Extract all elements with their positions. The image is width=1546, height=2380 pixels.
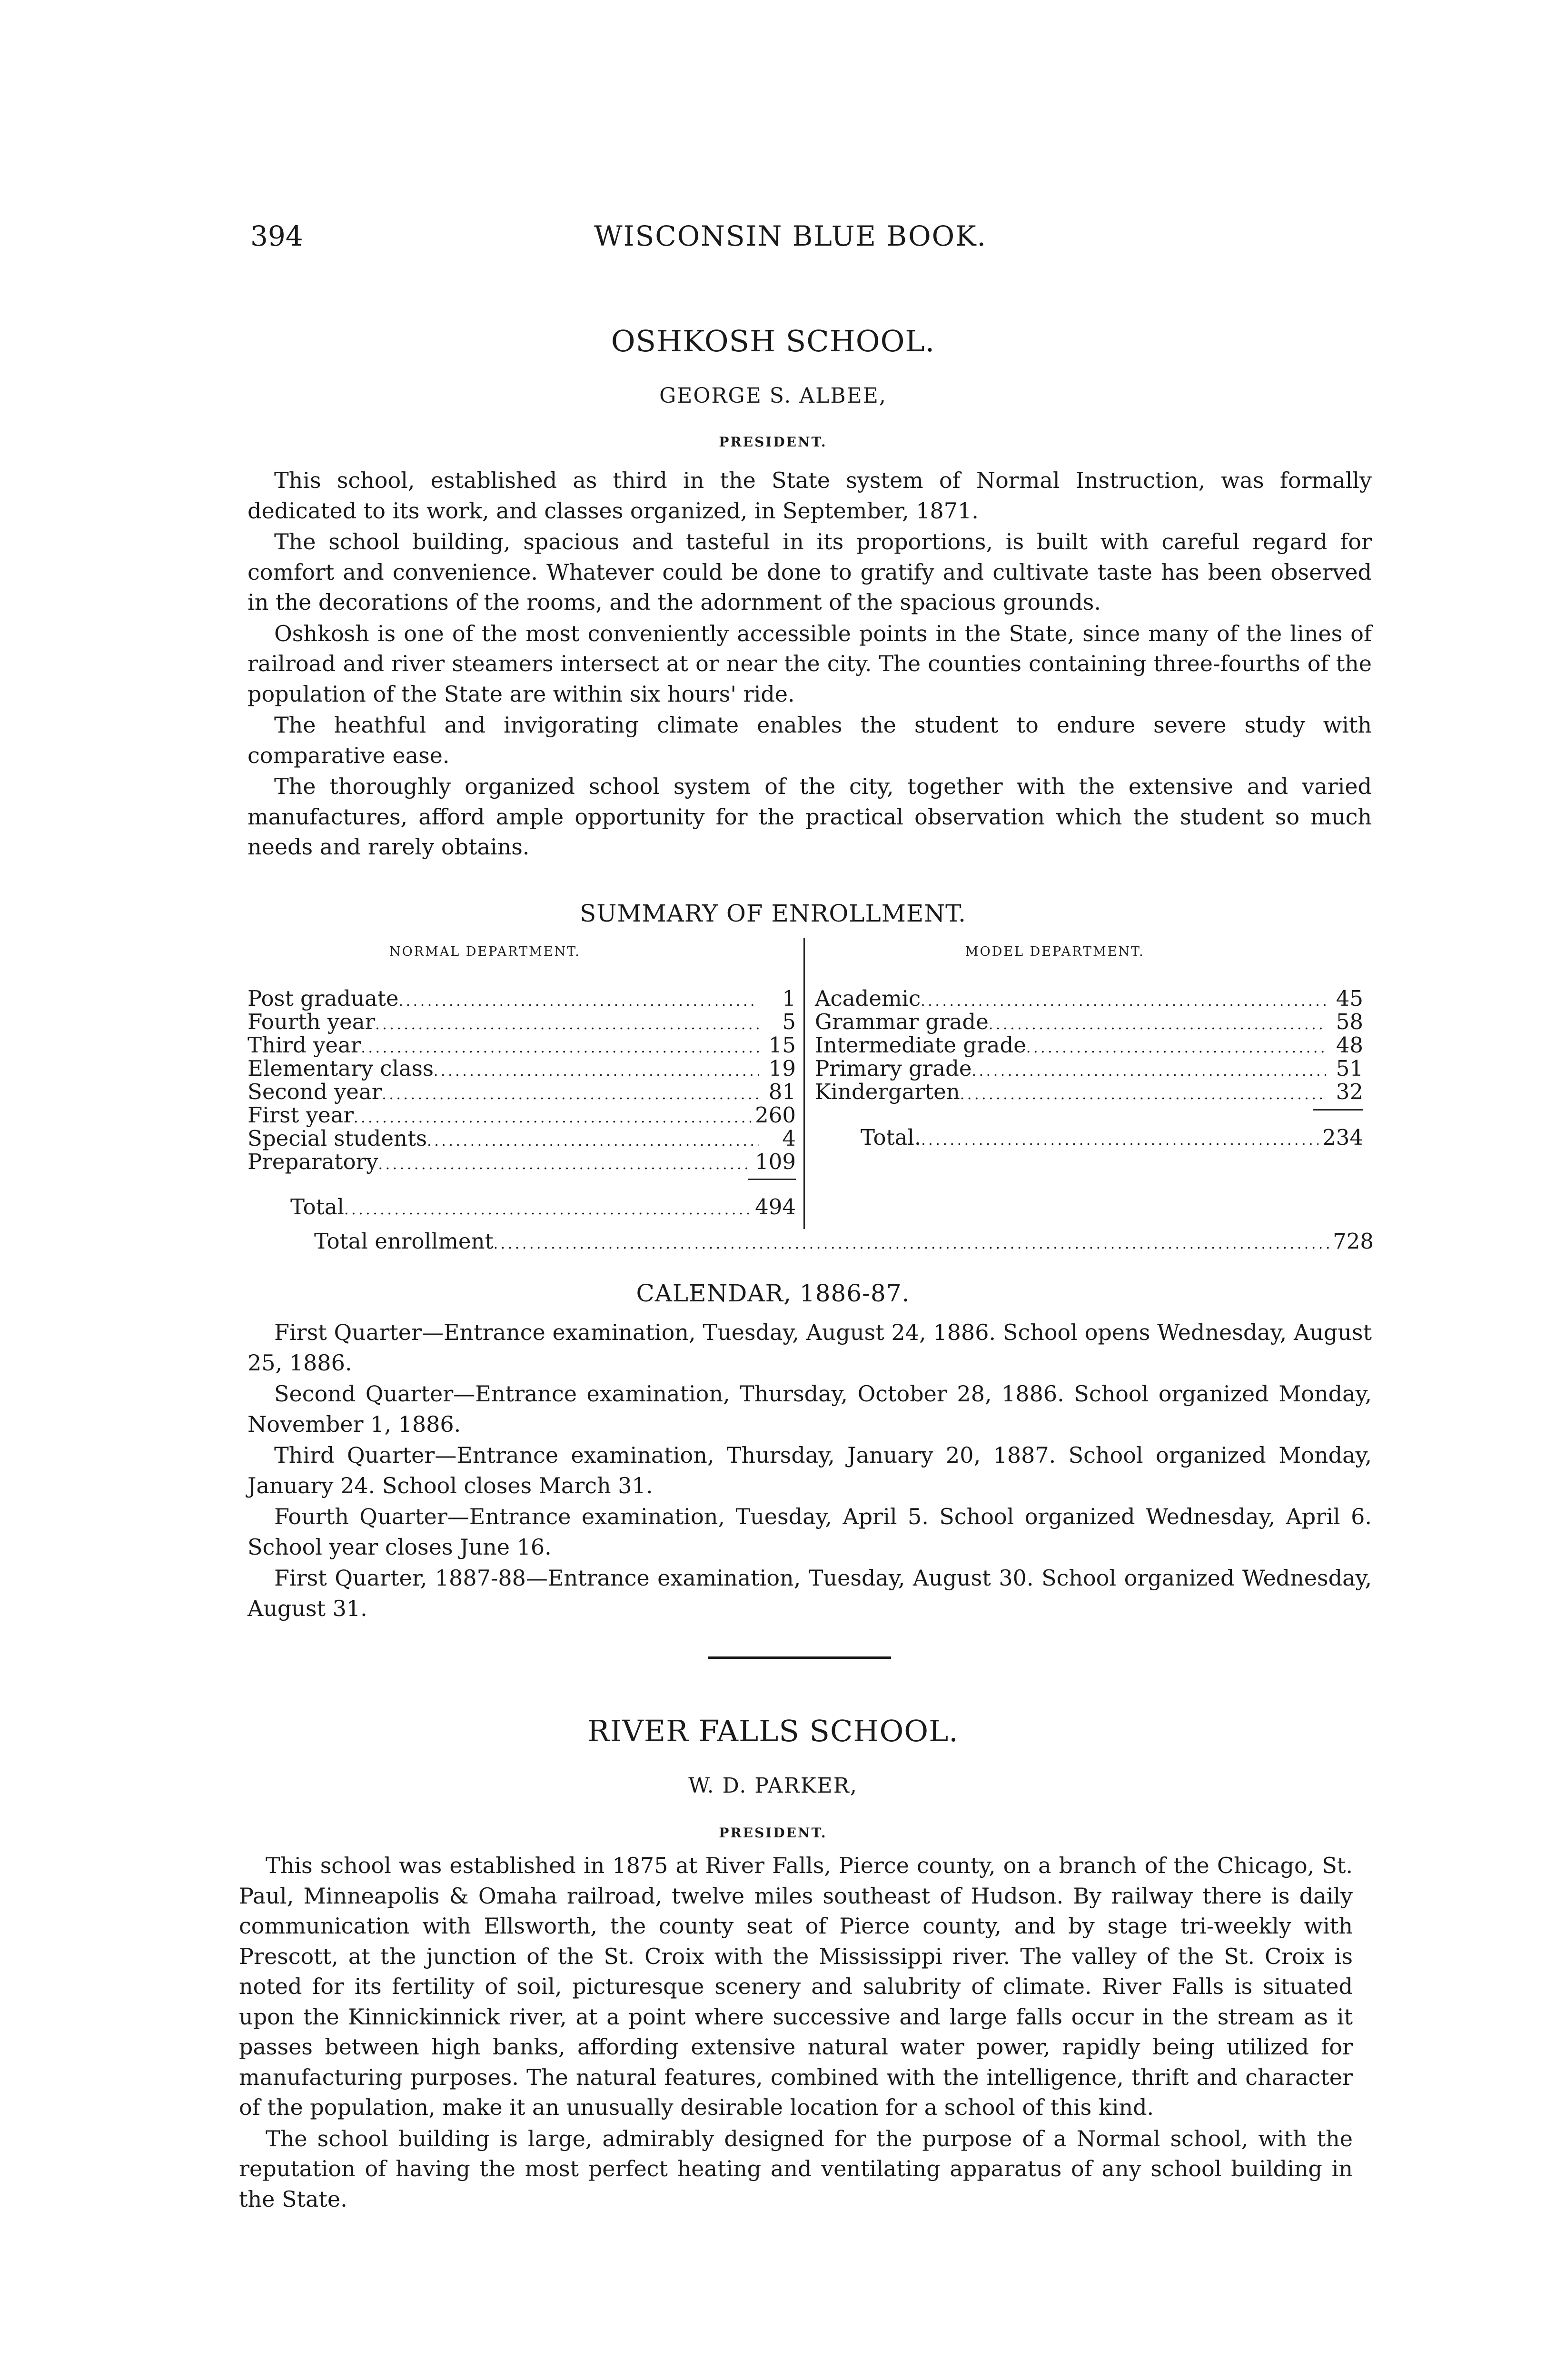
model-total-row [861, 1126, 1363, 1149]
section-divider [708, 1656, 891, 1659]
river-falls-title: RIVER FALLS SCHOOL. [587, 1714, 959, 1748]
enrollment-row [815, 1011, 1363, 1033]
row-value: 4 [782, 1126, 796, 1151]
row-value: 81 [768, 1079, 796, 1104]
row-label: Post graduate [248, 986, 399, 1011]
calendar-entry: First Quarter, 1887-88—Entrance examination, Tuesday, August 30. School organized Wednesday, August 31. [248, 1565, 1372, 1621]
enrollment-row [815, 1034, 1363, 1057]
row-value: 51 [1336, 1056, 1363, 1081]
row-value: 5 [782, 1009, 796, 1034]
row-value: 1 [782, 986, 796, 1011]
river-falls-description [239, 1851, 1353, 2214]
row-label: Third year [248, 1032, 361, 1058]
enrollment-row [248, 1081, 796, 1103]
row-label: First year [248, 1102, 354, 1128]
normal-total-row [290, 1196, 796, 1219]
river-falls-paragraph: This school was established in 1875 at River Falls, Pierce county, on a branch of the Chicago, St. Paul, Minneapolis & Omaha railroad, twelve miles southeast of Hudson. By railway there is daily communication with Ellsworth, the county seat of Pierce county, and by stage tri-weekly with Prescott, at the junction of the St. Croix with the Mississippi river. The valley of the St. Croix is noted for its fertility of soil, picturesque scenery and salubrity of climate. River Falls is situated upon the Kinnickinnick river, at a point where successive and large falls occur in the stream as it passes between high banks, affording extensive natural water power, rapidly being utilized for manufacturing purposes. The natural features, combined with the intelligence, thrift and character of the population, make it an unusually desirable location for a school of this kind. [239, 1853, 1353, 2120]
oshkosh-paragraph: Oshkosh is one of the most conveniently accessible points in the State, since many of the lines of railroad and river steamers intersect at or near the city. The counties containing three-fourths of the population of the State are within six hours' ride. [248, 620, 1372, 707]
enrollment-row [248, 1057, 796, 1080]
enrollment-row [248, 1011, 796, 1033]
oshkosh-title: OSHKOSH SCHOOL. [611, 324, 935, 358]
enrollment-row [248, 1034, 796, 1057]
calendar-entry: Second Quarter—Entrance examination, Thursday, October 28, 1886. School organized Monday, November 1, 1886. [248, 1381, 1372, 1437]
oshkosh-paragraph: This school, established as third in the State system of Normal Instruction, was formally dedicated to its work, and classes organized, in September, 1871. [248, 467, 1372, 524]
row-value: 494 [755, 1194, 796, 1220]
enrollment-row [815, 987, 1363, 1010]
row-label: Grammar grade [815, 1009, 989, 1034]
oshkosh-president-label: PRESIDENT. [719, 434, 827, 450]
row-value: 32 [1336, 1079, 1363, 1104]
enrollment-row [248, 1127, 796, 1150]
row-label: Kindergarten [815, 1079, 960, 1104]
row-value: 109 [755, 1149, 796, 1174]
calendar-entry: Fourth Quarter—Entrance examination, Tuesday, April 5. School organized Wednesday, April 6. School year closes June 16. [248, 1504, 1372, 1560]
enrollment-row [248, 987, 796, 1010]
enrollment-row [815, 1081, 1363, 1103]
row-label: Preparatory [248, 1149, 378, 1174]
oshkosh-president-name: GEORGE S. ALBEE, [659, 384, 887, 408]
enrollment-row [815, 1057, 1363, 1080]
enrollment-row [248, 1150, 796, 1173]
calendar-entry: Third Quarter—Entrance examination, Thursday, January 20, 1887. School organized Monday, January 24. School closes March 31. [248, 1442, 1372, 1498]
normal-department-heading: NORMAL DEPARTMENT. [389, 944, 581, 959]
row-label: Special students [248, 1126, 427, 1151]
row-value: 58 [1336, 1009, 1363, 1034]
row-value: 48 [1336, 1032, 1363, 1058]
enrollment-row [248, 1104, 796, 1127]
row-value: 19 [768, 1056, 796, 1081]
river-falls-president-label: PRESIDENT. [719, 1825, 827, 1841]
river-falls-president-name: W. D. PARKER, [688, 1774, 858, 1798]
row-label: Total. [861, 1125, 922, 1150]
total-enrollment-row [314, 1230, 1374, 1253]
row-label: Intermediate grade [815, 1032, 1026, 1058]
row-value: 728 [1333, 1229, 1374, 1254]
row-label: Total [290, 1194, 344, 1220]
row-value: 15 [768, 1032, 796, 1058]
oshkosh-paragraph: The school building, spacious and tasteful in its proportions, is built with careful regard for comfort and convenience. Whatever could be done to gratify and cultivate taste has been observed in the decorations of the rooms, and the adornment of the spacious grounds. [248, 529, 1372, 615]
row-value: 234 [1322, 1125, 1363, 1150]
oshkosh-description [248, 466, 1372, 863]
row-label: Academic [815, 986, 921, 1011]
row-label: Elementary class [248, 1056, 434, 1081]
running-title: WISCONSIN BLUE BOOK. [594, 220, 987, 252]
river-falls-paragraph: The school building is large, admirably designed for the purpose of a Normal school, with the reputation of having the most perfect heating and ventilating apparatus of any school building in the State. [239, 2125, 1353, 2212]
row-value: 45 [1336, 986, 1363, 1011]
page-number: 394 [250, 220, 303, 252]
row-label: Fourth year [248, 1009, 376, 1034]
enrollment-title: SUMMARY OF ENROLLMENT. [579, 900, 967, 927]
calendar-entries [248, 1318, 1372, 1624]
oshkosh-paragraph: The thoroughly organized school system of the city, together with the extensive and varied manufactures, afford ample opportunity for the practical observation which the student so much needs and rarely obtains. [248, 774, 1372, 860]
row-label: Total enrollment [314, 1229, 494, 1254]
column-divider [803, 938, 805, 1229]
calendar-entry: First Quarter—Entrance examination, Tuesday, August 24, 1886. School opens Wednesday, August 25, 1886. [248, 1319, 1372, 1376]
row-label: Primary grade [815, 1056, 972, 1081]
total-rule [748, 1179, 796, 1180]
oshkosh-paragraph: The heathful and invigorating climate enables the student to endure severe study with comparative ease. [248, 712, 1372, 768]
total-rule [1313, 1109, 1363, 1111]
calendar-title: CALENDAR, 1886-87. [636, 1279, 910, 1307]
row-label: Second year [248, 1079, 382, 1104]
row-value: 260 [755, 1102, 796, 1128]
model-department-heading: MODEL DEPARTMENT. [965, 944, 1145, 959]
